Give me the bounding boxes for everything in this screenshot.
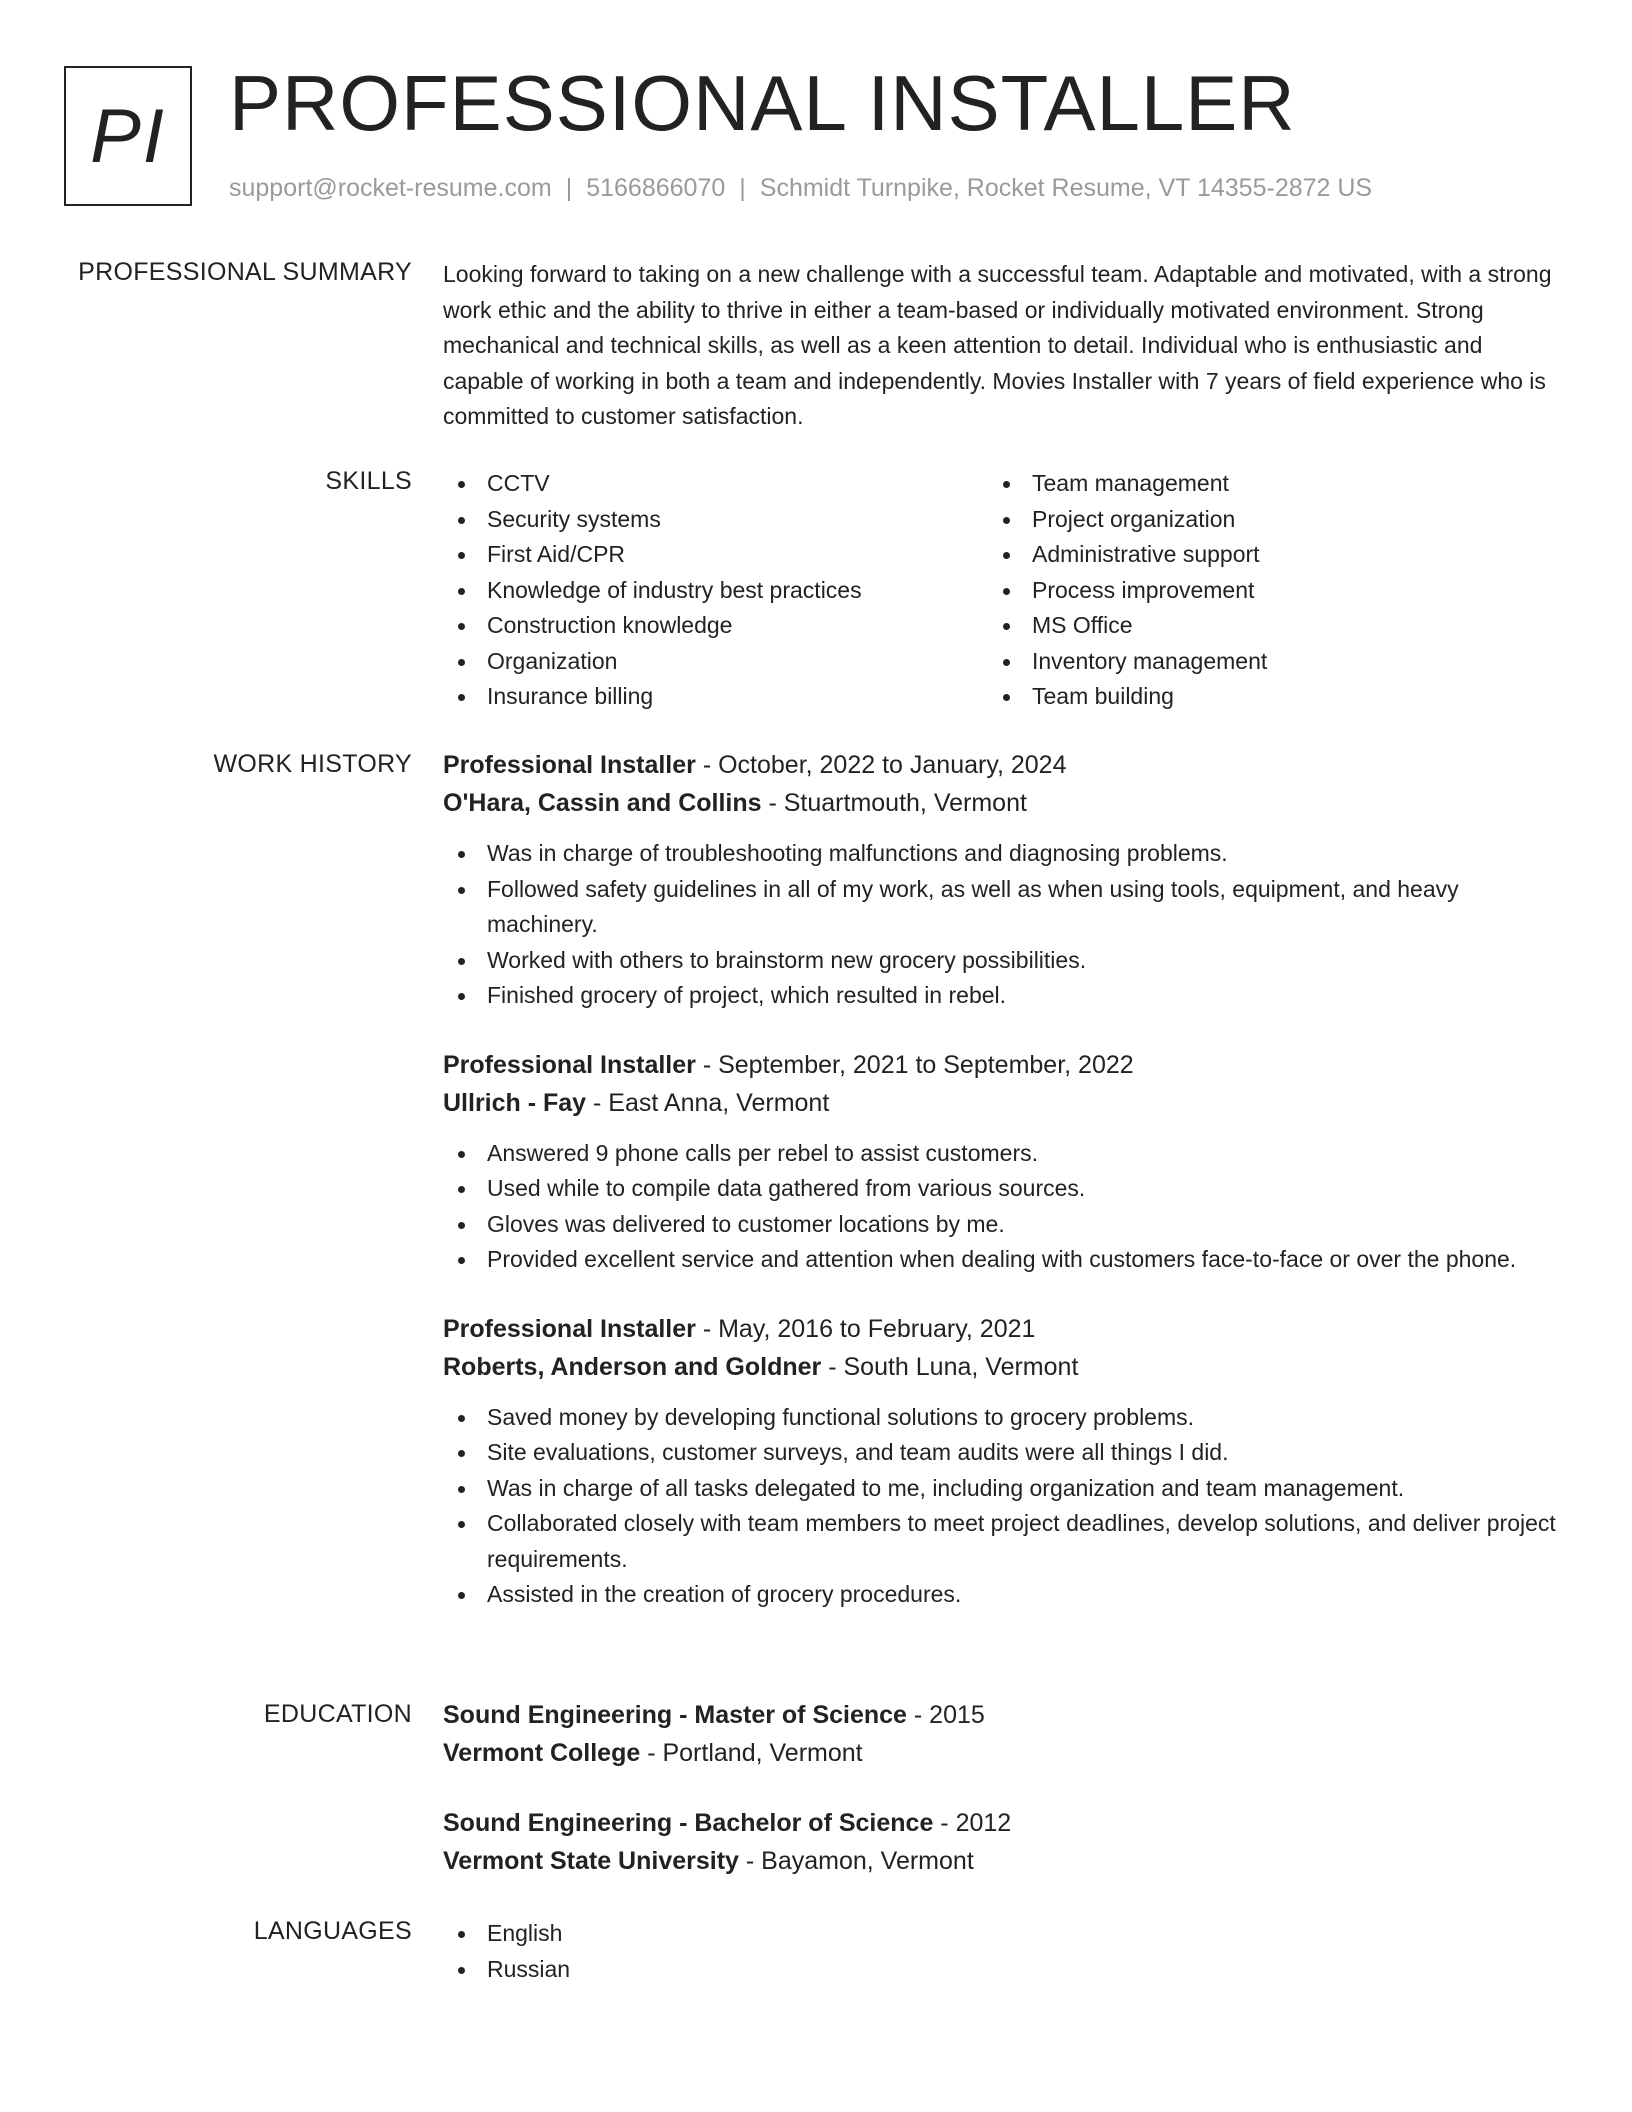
job-role: Professional Installer (443, 1050, 696, 1079)
list-item: Security systems (443, 502, 988, 538)
job-entry (443, 746, 1558, 1014)
degree-year: - 2012 (933, 1809, 1012, 1837)
contact-phone: 5166866070 (586, 174, 726, 202)
contact-separator: | (565, 174, 573, 202)
education-entry (443, 1804, 1558, 1880)
education-entry (443, 1696, 1558, 1772)
skills-list-left (443, 466, 988, 715)
list-item: Construction knowledge (443, 608, 988, 644)
list-item: Insurance billing (443, 679, 988, 715)
job-role: Professional Installer (443, 751, 696, 779)
resume-header (64, 59, 1572, 211)
list-item: Organization (443, 644, 988, 680)
section-title: EDUCATION (263, 1700, 412, 1728)
job-entry (443, 1310, 1558, 1613)
school-name: Vermont State University (443, 1847, 739, 1875)
school-name: Vermont College (443, 1739, 641, 1767)
list-item: English (443, 1916, 1558, 1952)
list-item: Provided excellent service and attention when dealing with customers face-to-face or over the phone. (443, 1242, 1558, 1278)
list-item: Was in charge of all tasks delegated to me, including organization and team management. (443, 1471, 1558, 1507)
list-item: Process improvement (988, 573, 1533, 609)
job-duties (443, 836, 1558, 1014)
list-item: Finished grocery of project, which resulted in rebel. (443, 978, 1558, 1014)
school-location: - Portland, Vermont (640, 1739, 863, 1767)
list-item: Russian (443, 1952, 1558, 1988)
list-item: Was in charge of troubleshooting malfunctions and diagnosing problems. (443, 836, 1558, 872)
skills-list-right (988, 466, 1533, 715)
job-location: - East Anna, Vermont (586, 1088, 830, 1117)
degree-name: Sound Engineering - Bachelor of Science (443, 1809, 934, 1837)
list-item: Inventory management (988, 644, 1533, 680)
contact-separator: | (739, 174, 746, 202)
list-item: Project organization (988, 502, 1533, 538)
contact-address: Schmidt Turnpike, Rocket Resume, VT 14355-2872 US (759, 174, 1373, 202)
job-dates: - May, 2016 to February, 2021 (695, 1314, 1036, 1343)
job-company: Roberts, Anderson and Goldner (443, 1352, 822, 1381)
section-title: LANGUAGES (253, 1917, 412, 1945)
list-item: Team management (988, 466, 1533, 502)
list-item: Team building (988, 679, 1533, 715)
list-item: Worked with others to brainstorm new grocery possibilities. (443, 943, 1558, 979)
list-item: Followed safety guidelines in all of my work, as well as when using tools, equipment, and heavy machinery. (443, 872, 1558, 943)
school-location: - Bayamon, Vermont (738, 1847, 974, 1875)
list-item: Assisted in the creation of grocery procedures. (443, 1577, 1558, 1613)
job-location: - South Luna, Vermont (821, 1352, 1079, 1381)
languages-list (443, 1916, 1558, 1987)
list-item: Administrative support (988, 537, 1533, 573)
job-dates: - September, 2021 to September, 2022 (695, 1050, 1134, 1079)
job-dates: - October, 2022 to January, 2024 (695, 751, 1067, 779)
list-item: CCTV (443, 466, 988, 502)
contact-line (229, 174, 1372, 203)
section-title: WORK HISTORY (213, 750, 412, 778)
list-item: Used while to compile data gathered from various sources. (443, 1171, 1558, 1207)
summary-text: Looking forward to taking on a new challenge with a successful team. Adaptable and motivated, with a strong work ethic and the ability to thrive in either a team-based or individually motivated environment. Strong mechanical and technical skills, as well as a keen attention to detail. Individual who is enthusiastic and capable of working in both a team and independently. Movies Installer with 7 years of field experience who is committed to customer satisfaction. (443, 261, 1552, 429)
job-duties (443, 1400, 1558, 1613)
section-title: SKILLS (325, 467, 412, 495)
list-item: Saved money by developing functional solutions to grocery problems. (443, 1400, 1558, 1436)
job-duties (443, 1136, 1558, 1278)
candidate-name: PROFESSIONAL INSTALLER (229, 59, 1296, 147)
degree-name: Sound Engineering - Master of Science (443, 1701, 907, 1729)
job-entry (443, 1046, 1558, 1278)
list-item: Gloves was delivered to customer locations by me. (443, 1207, 1558, 1243)
degree-year: - 2015 (906, 1701, 985, 1729)
list-item: Site evaluations, customer surveys, and team audits were all things I did. (443, 1435, 1558, 1471)
monogram-badge: PI (64, 66, 192, 206)
list-item: First Aid/CPR (443, 537, 988, 573)
job-location: - Stuartmouth, Vermont (761, 789, 1027, 817)
list-item: Knowledge of industry best practices (443, 573, 988, 609)
section-title: PROFESSIONAL SUMMARY (78, 258, 412, 286)
list-item: Answered 9 phone calls per rebel to assist customers. (443, 1136, 1558, 1172)
list-item: Collaborated closely with team members to meet project deadlines, develop solutions, and deliver project requirements. (443, 1506, 1558, 1577)
job-company: Ullrich - Fay (443, 1088, 587, 1117)
contact-email: support@rocket-resume.com (229, 174, 552, 202)
job-company: O'Hara, Cassin and Collins (443, 789, 762, 817)
job-role: Professional Installer (443, 1314, 696, 1343)
list-item: MS Office (988, 608, 1533, 644)
